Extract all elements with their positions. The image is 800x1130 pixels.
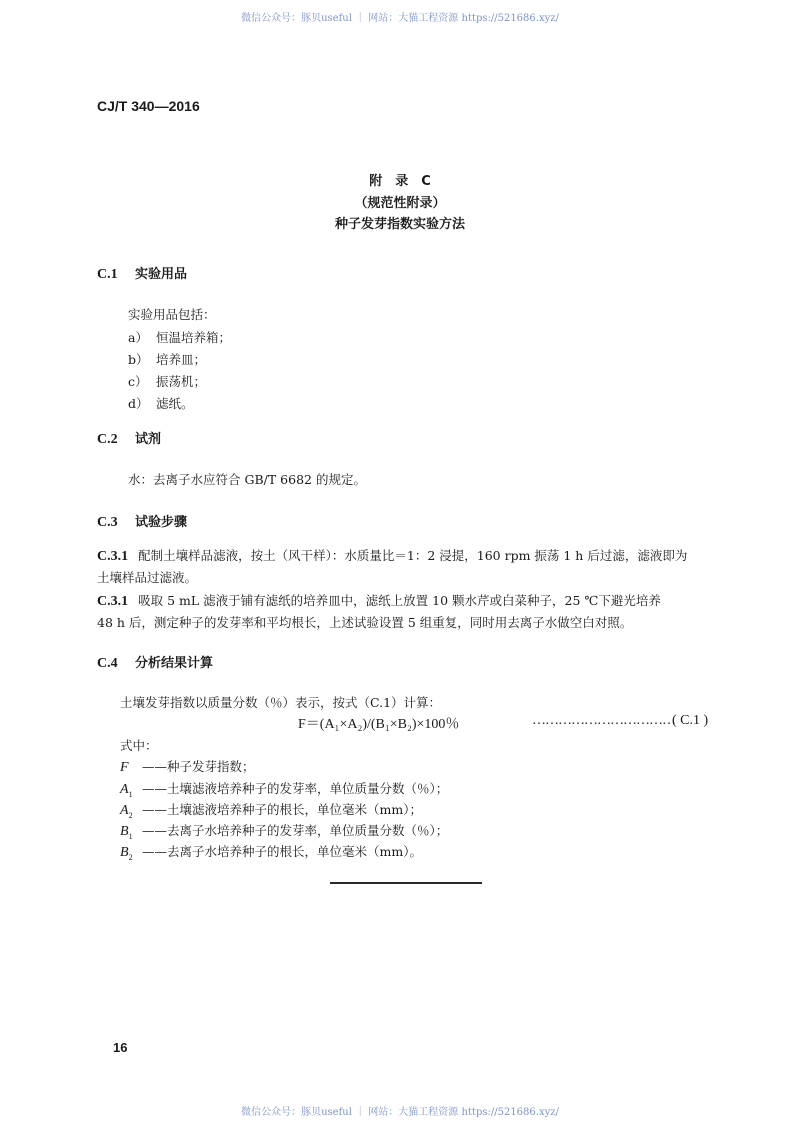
section-title: 实验用品 bbox=[135, 267, 188, 282]
variable-row: $B_1$ ——去离子水培养种子的发芽率，单位质量分数（％）； bbox=[120, 823, 449, 841]
variable-row: F ——种子发芽指数； bbox=[120, 759, 255, 775]
section-number: C.2 bbox=[97, 432, 118, 447]
section-c1-heading bbox=[97, 263, 187, 283]
section-number: C.1 bbox=[97, 267, 118, 282]
section-c2-heading bbox=[97, 428, 161, 448]
step-c3-1b: C.3.1 吸取 5 mL 滤液于铺有滤纸的培养皿中，滤纸上放置 10 颗水芹或白菜种子，25 ℃下避光培养 bbox=[97, 593, 661, 609]
watermark-bottom: 微信公众号：豚贝useful ｜ 网站：大猫工程资源 https://521686.xyz/ bbox=[241, 1107, 559, 1118]
formula: F＝(A₁×A₂)/(B₁×B₂)×100％ bbox=[298, 717, 460, 732]
step-c3-1a: C.3.1 配制土壤样品滤液，按土（风干样）：水质量比＝1：2 浸提，160 rpm 振荡 1 h 后过滤，滤液即为 bbox=[97, 548, 688, 564]
list-item: b） 培养皿； bbox=[128, 352, 207, 367]
variable-row: $B_2$ ——去离子水培养种子的根长，单位毫米（mm）。 bbox=[120, 844, 422, 862]
step-c3-1b-cont: 48 h 后，测定种子的发芽率和平均根长，上述试验设置 5 组重复，同时用去离子水做空白对照。 bbox=[97, 615, 633, 630]
appendix-label: 附 录 C bbox=[369, 174, 431, 189]
where-label: 式中： bbox=[120, 738, 158, 753]
variable-row: $A_2$ ——土壤滤液培养种子的根长，单位毫米（mm）； bbox=[120, 802, 422, 820]
section-number: C.3 bbox=[97, 515, 118, 530]
section-title: 分析结果计算 bbox=[135, 656, 214, 671]
end-rule bbox=[330, 882, 482, 884]
section-c4-heading bbox=[97, 652, 213, 672]
c1-intro: 实验用品包括： bbox=[128, 307, 216, 322]
watermark-top: 微信公众号：豚贝useful ｜ 网站：大猫工程资源 https://521686.xyz/ bbox=[241, 13, 559, 24]
standard-code: CJ/T 340—2016 bbox=[97, 98, 200, 114]
step-c3-1a-cont: 土壤样品过滤液。 bbox=[97, 570, 198, 585]
formula-dots: …………………………… bbox=[532, 713, 675, 728]
page-number: 16 bbox=[113, 1040, 128, 1055]
list-item: d） 滤纸。 bbox=[128, 396, 194, 411]
formula-label: ( C.1 ) bbox=[672, 713, 709, 728]
section-number: C.4 bbox=[97, 656, 118, 671]
section-c3-heading bbox=[97, 511, 187, 531]
list-item: a） 恒温培养箱； bbox=[128, 330, 232, 345]
variable-row: $A_1$ ——土壤滤液培养种子的发芽率，单位质量分数（％）； bbox=[120, 781, 449, 799]
c4-intro: 土壤发芽指数以质量分数（％）表示，按式（C.1）计算： bbox=[120, 695, 442, 710]
appendix-type: （规范性附录） bbox=[354, 196, 446, 211]
section-title: 试验步骤 bbox=[135, 515, 188, 530]
section-title: 试剂 bbox=[135, 432, 162, 447]
list-item: c） 振荡机； bbox=[128, 374, 207, 389]
c2-text: 水：去离子水应符合 GB/T 6682 的规定。 bbox=[128, 472, 366, 487]
appendix-title: 种子发芽指数实验方法 bbox=[334, 217, 465, 232]
